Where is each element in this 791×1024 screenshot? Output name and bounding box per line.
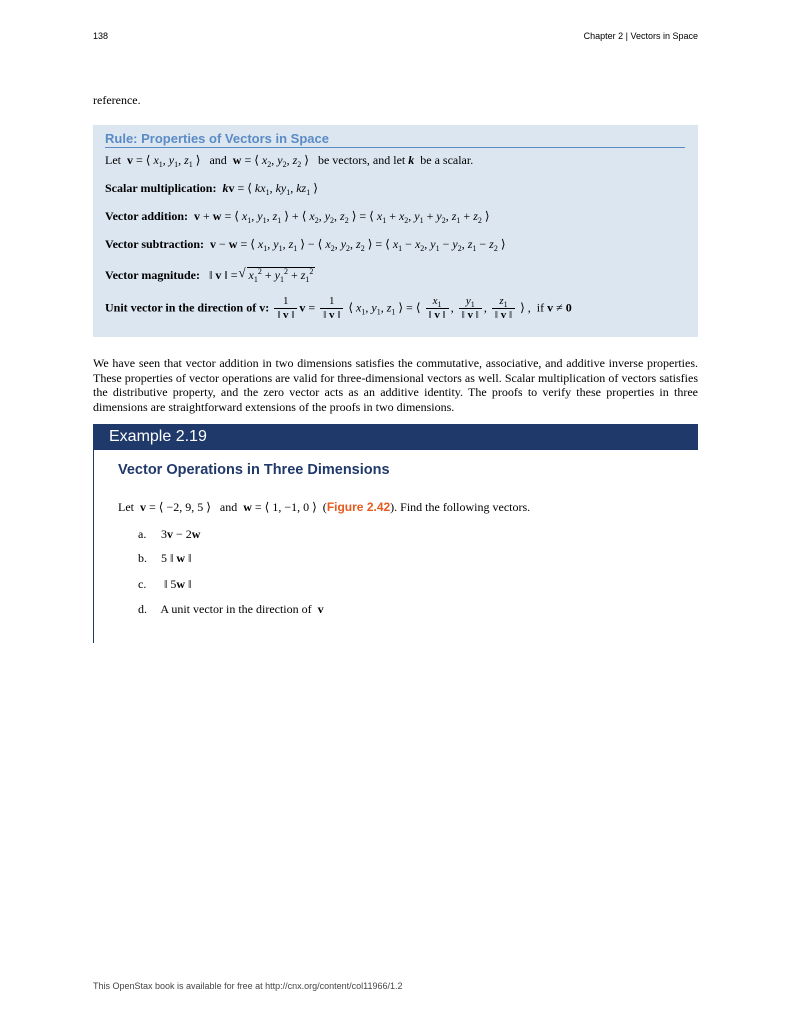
rule-box [93,125,698,337]
rule-scalar-line: Scalar multiplication: kv = ⟨ $kx_1$, $ky_1$, $kz_1$ ⟩ [105,181,318,197]
rule-let-line: Let v = ⟨ $x_1$, $y_1$, $z_1$ ⟩ and w = ⟨ $x_2$, $y_2$, $z_2$ ⟩ be vectors, and let k be a scalar. [105,153,474,169]
list-item: d. A unit vector in the direction of v [138,602,324,616]
chapter-title: Chapter 2 | Vectors in Space [583,31,698,41]
sqrt-symbol: √ $x_1^2 + y_1^2 + z_1^2$ [247,267,316,283]
body-paragraph: We have seen that vector addition in two dimensions satisfies the commutative, associative, and additive inverse properties. These properties of vector operations are valid for three-dimensional vectors as well. Scalar multiplication of vectors satisfies the distributive property, and the zero vector acts as an additive identity. The proofs to verify these properties in three dimensions are straightforward extensions of the proofs in two dimensions. [93,356,698,414]
figure-link[interactable]: Figure 2.42 [326,500,391,514]
intro-text: reference. [93,93,141,107]
rule-magnitude-line: Vector magnitude: ‖ v ‖ = √ $x_1^2 + y_1^2 + z_1^2$ [105,267,315,283]
example-statement: Let v = ⟨ −2, 9, 5 ⟩ and w = ⟨ 1, −1, 0 ⟩ (Figure 2.42). Find the following vectors. [118,500,531,514]
footer-text: This OpenStax book is available for free at http://cnx.org/content/col11966/1.2 [93,981,403,991]
list-item: a. 3v − 2w [138,527,201,541]
example-title: Vector Operations in Three Dimensions [118,462,390,478]
rule-subtraction-line: Vector subtraction: v − w = ⟨ $x_1$, $y_1$, $z_1$ ⟩ − ⟨ $x_2$, $y_2$, $z_2$ ⟩ = ⟨ $x_1 - x_2$, $y_1 - y_2$, $z_1 - z_2$ ⟩ [105,237,506,253]
rule-unit-line: Unit vector in the direction of v: $\frac{1}{‖ v ‖}$ v = $\frac{1}{‖ v ‖}$ ⟨ $x_1$, $y_1$, $z_1$ ⟩ = ⟨ $\frac{x_1}{‖ v ‖}$ , $\frac{y_1}{‖ v ‖}$ , $\frac{z_1}{‖ v ‖}$ ⟩ , if v ≠ 0 [105,295,572,321]
example-left-border [93,450,94,643]
list-item: c. ‖ 5w ‖ [138,577,192,591]
example-header [93,424,698,450]
list-item: b. 5 ‖ w ‖ [138,551,192,565]
rule-title: Rule: Properties of Vectors in Space [105,131,685,148]
example-number: Example 2.19 [109,428,207,445]
page-number: 138 [93,31,109,41]
rule-addition-line: Vector addition: v + w = ⟨ $x_1$, $y_1$, $z_1$ ⟩ + ⟨ $x_2$, $y_2$, $z_2$ ⟩ = ⟨ $x_1 + x_2$, $y_1 + y_2$, $z_1 + z_2$ ⟩ [105,209,490,225]
